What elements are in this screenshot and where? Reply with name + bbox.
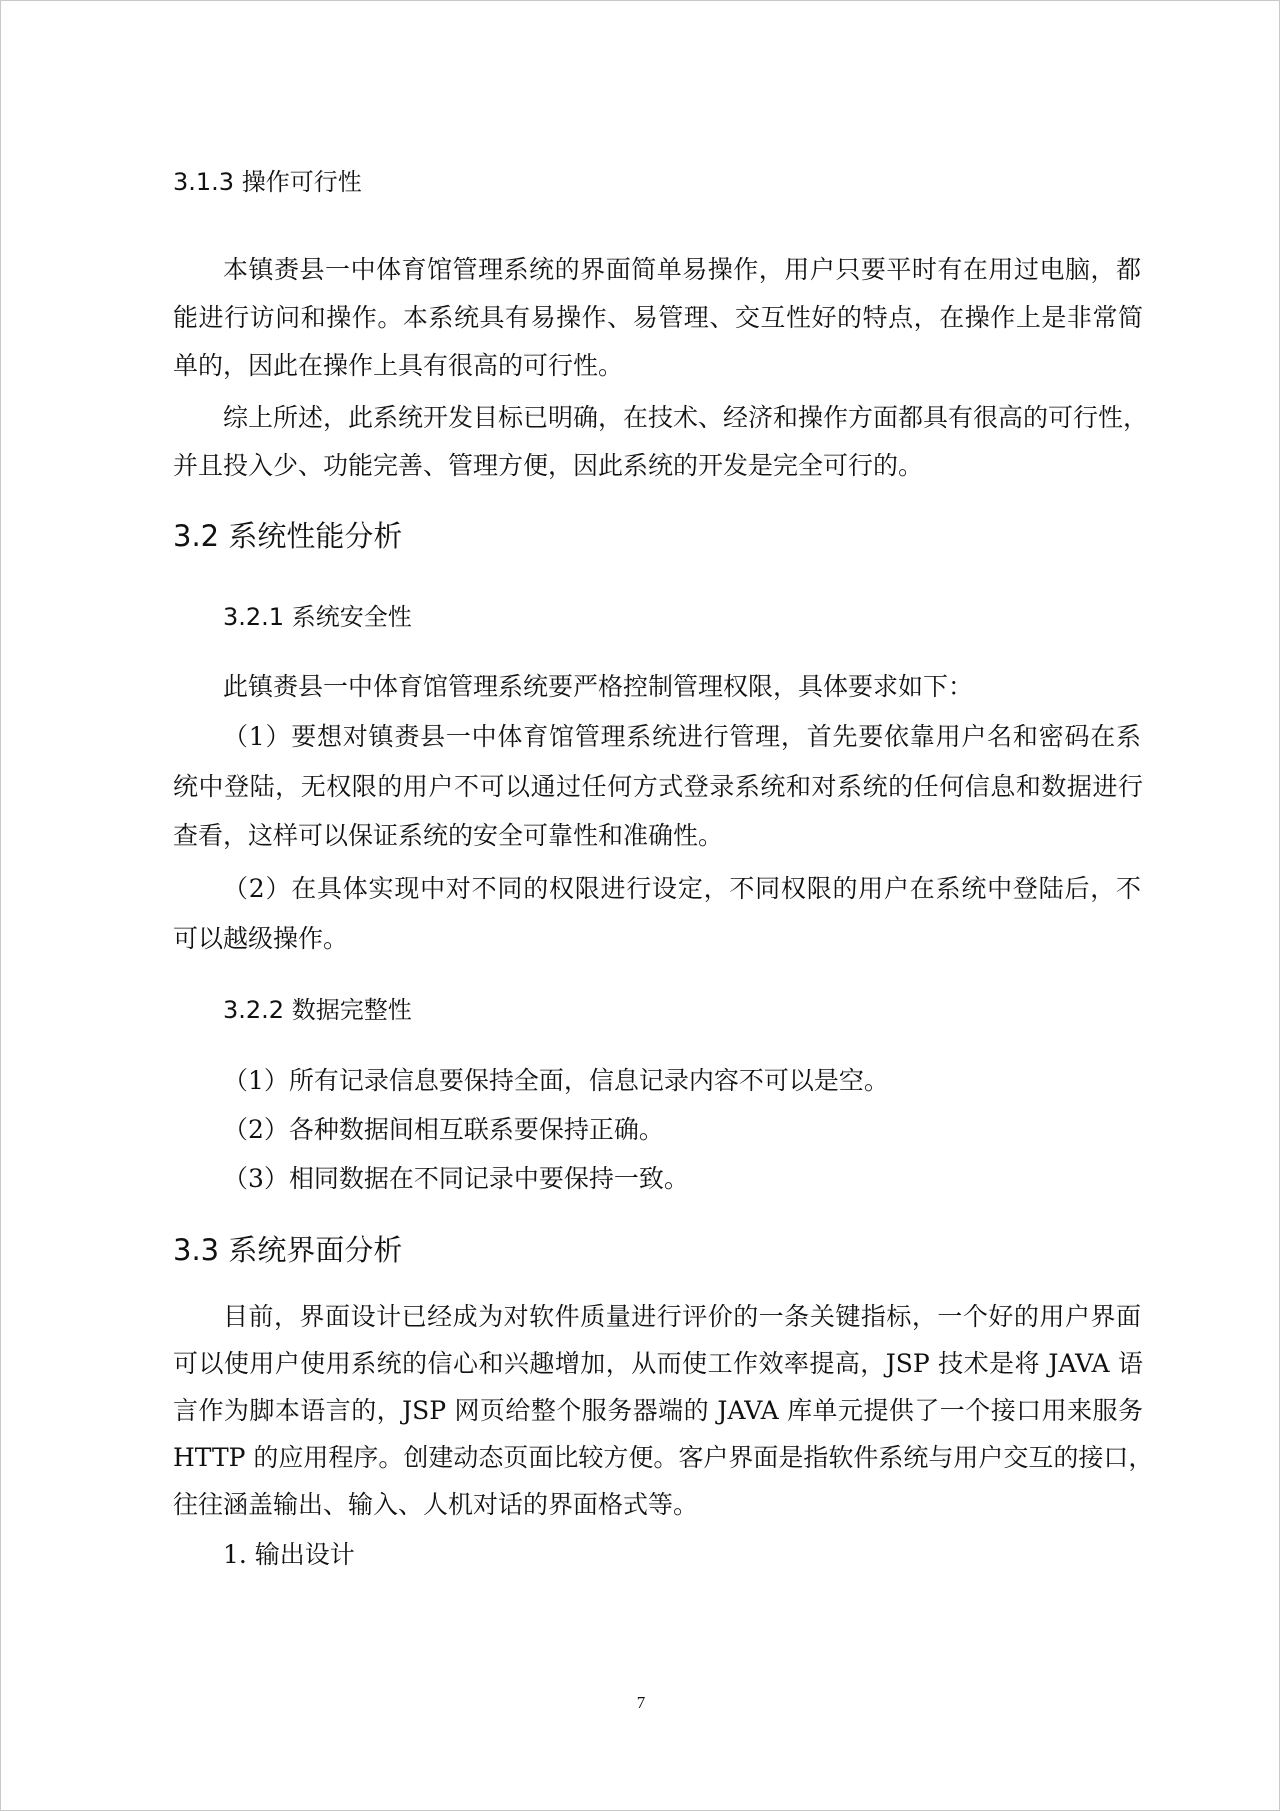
list-item-line: （2）在具体实现中对不同的权限进行设定，不同权限的用户在系统中登陆后，不 <box>223 874 1141 903</box>
list-item-line: 可以越级操作。 <box>173 924 349 953</box>
page-number: 7 <box>636 1693 646 1712</box>
paragraph-line: HTTP 的应用程序。创建动态页面比较方便。客户界面是指软件系统与用户交互的接口， <box>173 1443 1154 1472</box>
list-item: （1）所有记录信息要保持全面，信息记录内容不可以是空。 <box>223 1066 889 1095</box>
paragraph-line: 可以使用户使用系统的信心和兴趣增加，从而使工作效率提高，JSP 技术是将 JAVA 语 <box>173 1349 1143 1378</box>
paragraph-line: 言作为脚本语言的，JSP 网页给整个服务器端的 JAVA 库单元提供了一个接口用来服务 <box>173 1396 1143 1425</box>
paragraph-line: 综上所述，此系统开发目标已明确，在技术、经济和操作方面都具有很高的可行性， <box>223 403 1149 432</box>
paragraph-line: 能进行访问和操作。本系统具有易操作、易管理、交互性好的特点，在操作上是非常简 <box>173 303 1143 332</box>
paragraph-line: 此镇赉县一中体育馆管理系统要严格控制管理权限，具体要求如下： <box>223 672 974 701</box>
paragraph-line: 目前，界面设计已经成为对软件质量进行评价的一条关键指标，一个好的用户界面 <box>223 1302 1141 1331</box>
list-item: 1. 输出设计 <box>223 1540 355 1569</box>
list-item-line: （1）要想对镇赉县一中体育馆管理系统进行管理，首先要依靠用户名和密码在系 <box>223 722 1141 751</box>
paragraph-line: 本镇赉县一中体育馆管理系统的界面简单易操作，用户只要平时有在用过电脑，都 <box>223 255 1141 284</box>
paragraph-line: 并且投入少、功能完善、管理方便，因此系统的开发是完全可行的。 <box>173 451 924 480</box>
section-heading-3-3: 3.3 系统界面分析 <box>173 1233 403 1267</box>
list-item-line: 查看，这样可以保证系统的安全可靠性和准确性。 <box>173 821 724 850</box>
section-heading-3-2: 3.2 系统性能分析 <box>173 519 403 553</box>
list-item-line: 统中登陆，无权限的用户不可以通过任何方式登录系统和对系统的任何信息和数据进行 <box>173 772 1143 801</box>
section-heading-3-2-2: 3.2.2 数据完整性 <box>223 996 412 1024</box>
list-item: （2）各种数据间相互联系要保持正确。 <box>223 1115 664 1144</box>
list-item: （3）相同数据在不同记录中要保持一致。 <box>223 1164 689 1193</box>
section-heading-3-2-1: 3.2.1 系统安全性 <box>223 603 412 631</box>
paragraph-line: 单的，因此在操作上具有很高的可行性。 <box>173 351 624 380</box>
paragraph-line: 往往涵盖输出、输入、人机对话的界面格式等。 <box>173 1490 699 1519</box>
section-heading-3-1-3: 3.1.3 操作可行性 <box>173 168 362 196</box>
